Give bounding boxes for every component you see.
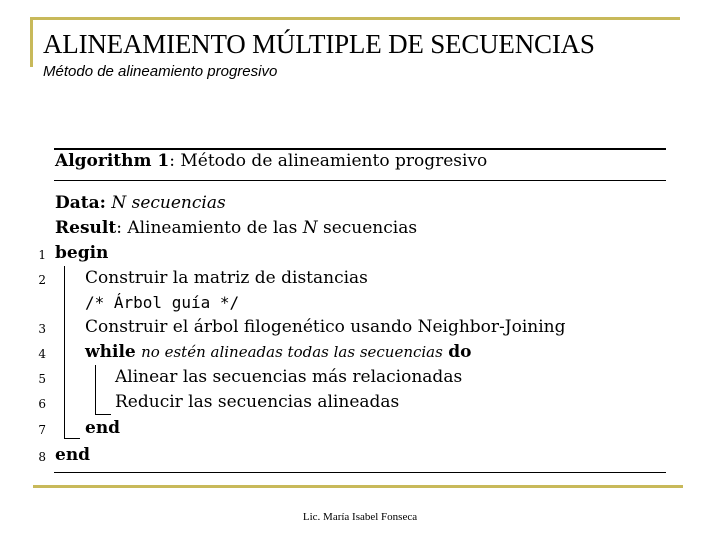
keyword-end: end bbox=[55, 445, 91, 465]
algorithm-comment-line bbox=[85, 292, 239, 314]
begin-block-guide-foot bbox=[64, 438, 80, 439]
slide-title: ALINEAMIENTO MÚLTIPLE DE SECUENCIAS bbox=[43, 29, 595, 59]
algorithm-line-6 bbox=[115, 391, 399, 413]
line-number: 3 bbox=[38, 322, 46, 336]
line-number: 2 bbox=[38, 273, 46, 287]
line-number: 8 bbox=[38, 450, 46, 464]
line-number: 4 bbox=[38, 347, 46, 361]
frame-left-border bbox=[30, 17, 33, 67]
algorithm-line-while bbox=[85, 341, 471, 363]
result-text-2: secuencias bbox=[317, 218, 418, 238]
algorithm-caption-rule bbox=[54, 180, 666, 181]
algorithm-label: Algorithm 1 bbox=[55, 151, 170, 171]
slide-subtitle: Método de alineamiento progresivo bbox=[43, 63, 278, 80]
line-number: 1 bbox=[38, 248, 46, 262]
frame-bottom-border bbox=[33, 485, 683, 488]
result-var: N bbox=[302, 218, 318, 238]
algorithm-line-end-inner bbox=[85, 417, 120, 439]
while-block-guide-foot bbox=[95, 414, 111, 415]
algorithm-caption-text: : Método de alineamiento progresivo bbox=[169, 151, 488, 171]
statement-text: Reducir las secuencias alineadas bbox=[115, 392, 400, 412]
algorithm-line-5 bbox=[115, 366, 462, 388]
algorithm-line-3 bbox=[85, 316, 565, 338]
line-number: 5 bbox=[38, 372, 46, 386]
algorithm-result-line bbox=[55, 217, 417, 239]
data-label: Data bbox=[55, 193, 100, 213]
keyword-end: end bbox=[85, 418, 121, 438]
keyword-begin: begin bbox=[55, 243, 109, 263]
keyword-while: while bbox=[85, 342, 136, 362]
result-label: Result bbox=[55, 218, 117, 238]
algorithm-comment: /* Árbol guía */ bbox=[85, 293, 240, 312]
begin-block-guide bbox=[64, 266, 65, 438]
result-text-1: : Alineamiento de las bbox=[116, 218, 303, 238]
frame-top-border bbox=[30, 17, 680, 20]
statement-text: Alinear las secuencias más relacionadas bbox=[115, 367, 463, 387]
algorithm-line-begin bbox=[55, 242, 108, 264]
data-value: N secuencias bbox=[111, 193, 226, 213]
statement-text: Construir la matriz de distancias bbox=[85, 268, 368, 288]
algorithm-data-line: Data: N secuencias bbox=[55, 193, 226, 213]
algorithm-caption bbox=[55, 150, 487, 172]
keyword-do: do bbox=[448, 342, 472, 362]
slide-footer: Lic. María Isabel Fonseca bbox=[302, 511, 418, 523]
while-condition: no estén alineadas todas las secuencias bbox=[141, 343, 443, 361]
algorithm-bottom-rule bbox=[54, 472, 666, 473]
line-number: 7 bbox=[38, 423, 46, 437]
statement-text: Construir el árbol filogenético usando Neighbor-Joining bbox=[85, 317, 566, 337]
line-number: 6 bbox=[38, 397, 46, 411]
while-block-guide bbox=[95, 365, 96, 414]
algorithm-line-2 bbox=[85, 267, 368, 289]
algorithm-line-end-outer bbox=[55, 444, 90, 466]
